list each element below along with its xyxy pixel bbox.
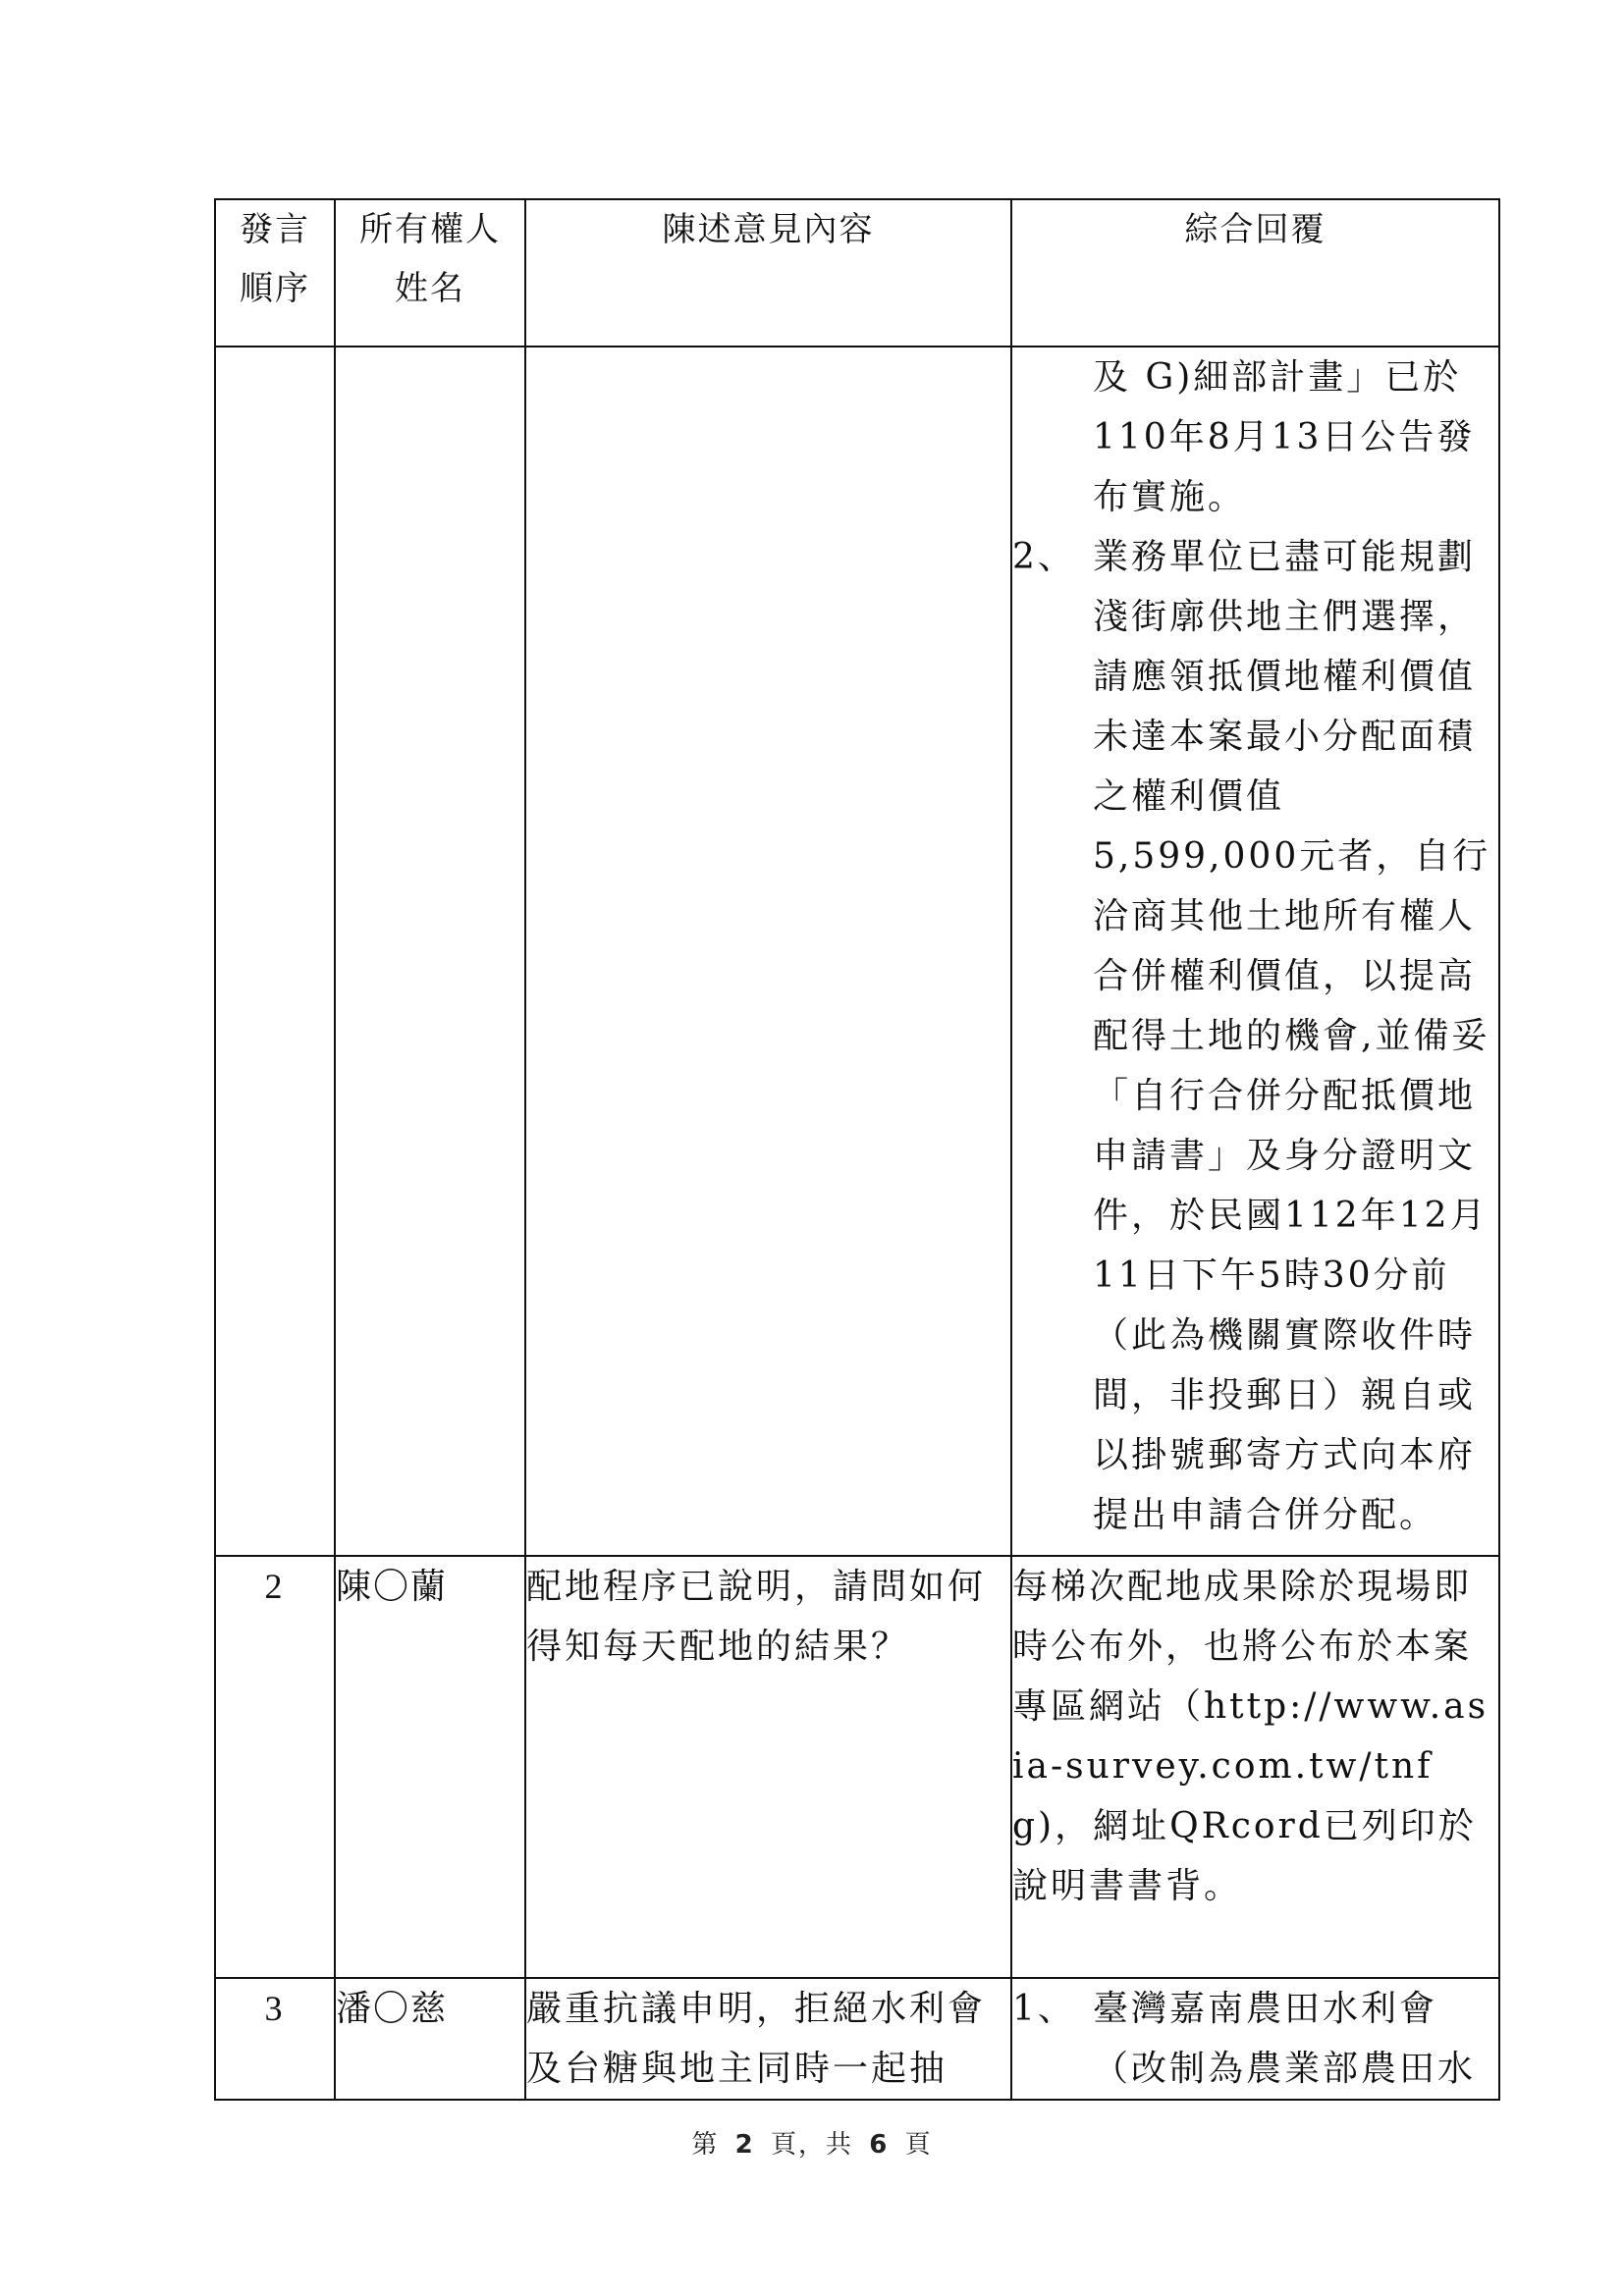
reply-item [1012, 527, 1498, 1545]
table-row [215, 1978, 1499, 2100]
reply-item [1012, 347, 1498, 527]
order-cell [215, 347, 335, 1556]
order-cell: 2 [215, 1556, 335, 1978]
owner-name-cell: 潘〇慈 [335, 1978, 525, 2100]
table-row [215, 347, 1499, 1556]
footer-page-number: 2 [734, 2130, 755, 2160]
statement-cell [525, 347, 1011, 1556]
reply-item-text: 及 G)細部計畫」已於110年8月13日公告發布實施。 [1093, 357, 1476, 517]
reply-item-text: 每梯次配地成果除於現場即時公布外，也將公布於本案專區網站（http://www.asia-survey.com.tw/tnfg)，網址QRcord已列印於說明書書背。 [1012, 1567, 1489, 1906]
reply-item-text: 業務單位已盡可能規劃淺街廓供地主們選擇，請應領抵價地權利價值未達本案最小分配面積之權利價值 5,599,000元者，自行洽商其他土地所有權人合併權利價值，以提高配得土地的機會,並備妥「自行合併分配抵價地申請書」及身分證明文件，於民國112年12月11日下午5時30分前（此為機關實際收件時間，非投郵日）親自或以掛號郵寄方式向本府提出申請合併分配。 [1093, 537, 1491, 1535]
reply-item-number: 2、 [1012, 537, 1076, 577]
header-reply: 綜合回覆 [1011, 199, 1499, 347]
header-name-line2: 姓名 [395, 269, 465, 308]
statement-cell: 嚴重抗議申明，拒絕水利會及台糖與地主同時一起抽 [525, 1978, 1011, 2100]
page-footer [0, 2124, 1624, 2161]
reply-cell [1011, 1978, 1499, 2100]
footer-suffix: 頁 [904, 2130, 933, 2160]
footer-mid: 頁，共 [770, 2130, 853, 2160]
header-order [215, 199, 335, 347]
reply-cell [1011, 347, 1499, 1556]
statement-cell: 配地程序已說明，請問如何得知每天配地的結果？ [525, 1556, 1011, 1978]
reply-item-number: 1、 [1012, 1989, 1076, 2029]
opinion-reply-table [214, 198, 1500, 2101]
footer-total-pages: 6 [869, 2130, 890, 2160]
table-header-row [215, 199, 1499, 347]
header-order-line1: 發言 [240, 210, 310, 249]
header-name [335, 199, 525, 347]
reply-item-text: 臺灣嘉南農田水利會（改制為農業部農田水 [1093, 1989, 1477, 2089]
header-statement: 陳述意見內容 [525, 199, 1011, 347]
owner-name-cell [335, 347, 525, 1556]
owner-name-cell: 陳〇蘭 [335, 1556, 525, 1978]
header-order-line2: 順序 [240, 269, 310, 308]
reply-list [1012, 1979, 1498, 2099]
footer-prefix: 第 [691, 2130, 720, 2160]
reply-cell [1011, 1556, 1499, 1978]
header-name-line1: 所有權人 [359, 210, 501, 249]
reply-item [1012, 1979, 1498, 2099]
table-row [215, 1556, 1499, 1978]
order-cell: 3 [215, 1978, 335, 2100]
reply-list [1012, 347, 1498, 1545]
